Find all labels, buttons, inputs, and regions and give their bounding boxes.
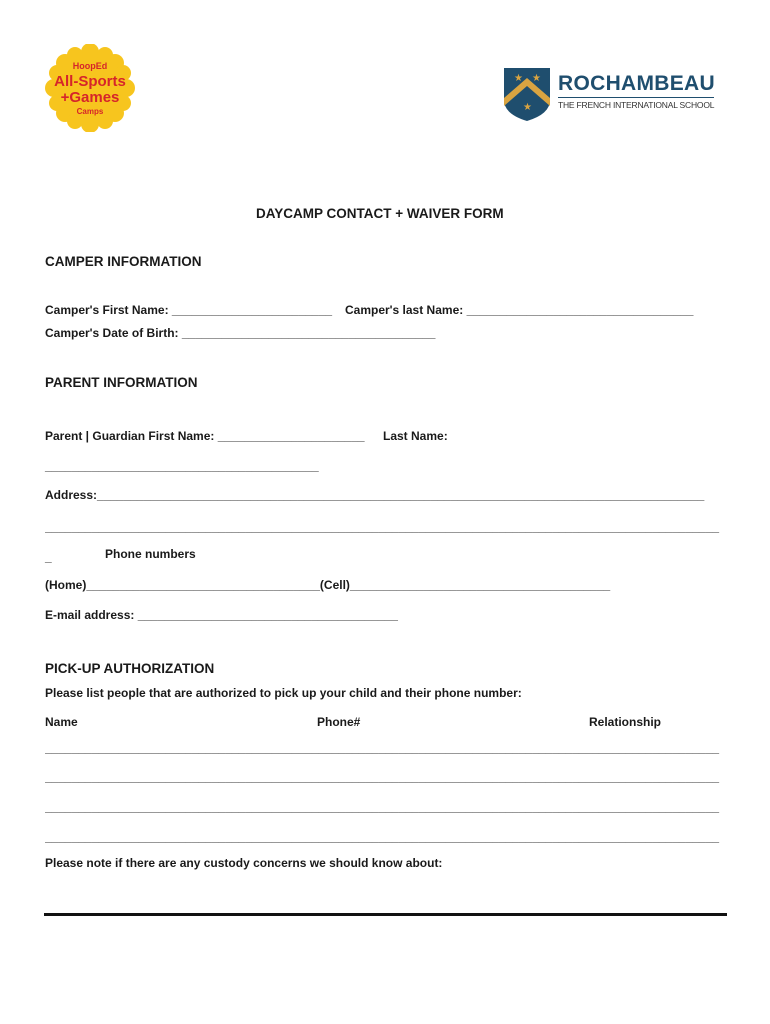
svg-text:+Games: +Games (60, 89, 120, 106)
pickup-row-line[interactable]: _____________________________________________________________________________________________________ (45, 770, 720, 784)
svg-text:★: ★ (523, 102, 532, 113)
parent-first-name-field[interactable]: Parent | Guardian First Name: ______________________ (45, 429, 365, 443)
form-title: DAYCAMP CONTACT + WAIVER FORM (256, 206, 504, 221)
address-line-2[interactable]: _____________________________________________________________________________________________________ (45, 520, 720, 534)
logo-divider (558, 97, 714, 98)
svg-text:★: ★ (532, 73, 541, 84)
separator-dash: _ (45, 550, 52, 564)
pickup-row-line[interactable]: _____________________________________________________________________________________________________ (45, 800, 720, 814)
pickup-row-line[interactable]: _____________________________________________________________________________________________________ (45, 830, 720, 844)
camper-information-heading: CAMPER INFORMATION (45, 254, 202, 269)
parent-last-name-label: Last Name: (383, 429, 448, 443)
address-field[interactable]: Address:___________________________________________________________________________________________ (45, 488, 705, 502)
svg-text:Camps: Camps (76, 107, 104, 116)
pickup-instruction: Please list people that are authorized to pick up your child and their phone number: (45, 686, 522, 700)
parent-information-heading: PARENT INFORMATION (45, 375, 198, 390)
section-divider (44, 913, 727, 916)
rochambeau-name: ROCHAMBEAU (558, 72, 715, 95)
svg-text:★: ★ (514, 73, 523, 84)
phone-fields[interactable]: (Home)___________________________________(Cell)_______________________________________ (45, 578, 611, 592)
camper-dob-field[interactable]: Camper's Date of Birth: ______________________________________ (45, 326, 436, 340)
camper-first-name-field[interactable]: Camper's First Name: ________________________ (45, 303, 333, 317)
column-phone: Phone# (317, 715, 361, 729)
shield-crest-icon (502, 66, 552, 122)
column-name: Name (45, 715, 78, 729)
column-relationship: Relationship (589, 715, 662, 729)
svg-text:All-Sports: All-Sports (54, 73, 126, 90)
custody-concerns-note: Please note if there are any custody concerns we should know about: (45, 856, 443, 870)
rochambeau-subtitle: THE FRENCH INTERNATIONAL SCHOOL (558, 100, 715, 110)
svg-text:HoopEd: HoopEd (72, 61, 108, 71)
phone-numbers-label: Phone numbers (105, 547, 196, 561)
pickup-row-line[interactable]: _____________________________________________________________________________________________________ (45, 741, 720, 755)
email-field[interactable]: E-mail address: _______________________________________ (45, 608, 398, 622)
rochambeau-logo (502, 66, 722, 122)
camper-last-name-field[interactable]: Camper's last Name: __________________________________ (345, 303, 694, 317)
hooped-camps-logo (44, 44, 136, 132)
parent-last-name-line[interactable]: _________________________________________ (45, 459, 319, 473)
pickup-authorization-heading: PICK-UP AUTHORIZATION (45, 661, 215, 676)
sun-logo-icon (44, 44, 136, 132)
